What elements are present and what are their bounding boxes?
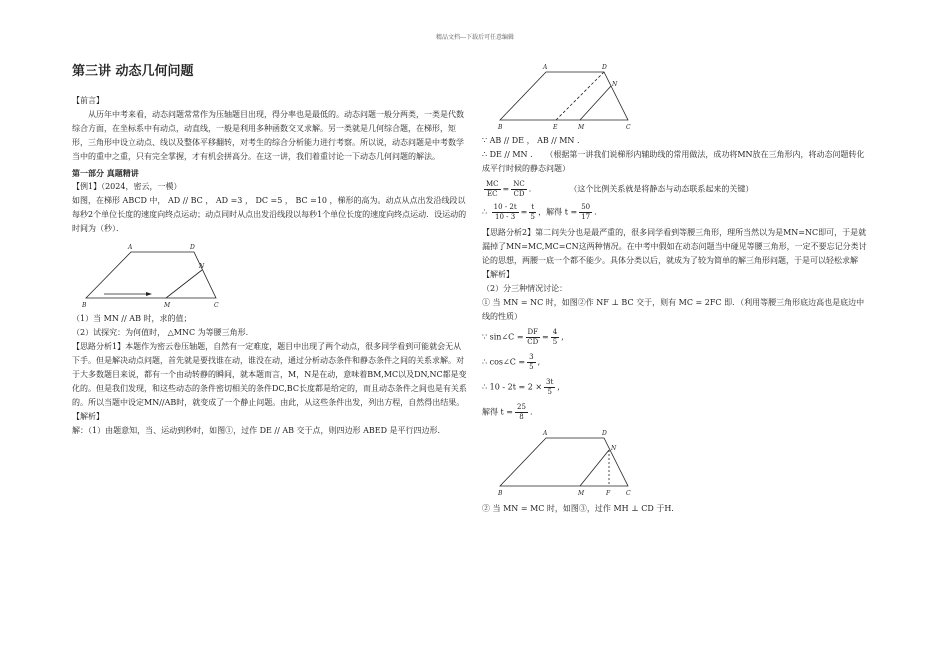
numerator: 4 bbox=[552, 328, 558, 336]
answer-t: 解得 t = $\frac{25}{8}$ . bbox=[482, 403, 533, 421]
numerator: 25 bbox=[517, 403, 526, 411]
fraction-left bbox=[492, 203, 519, 222]
step-de-mn bbox=[482, 148, 872, 176]
preface-tag: 【前言】 bbox=[72, 96, 104, 105]
denominator: 5 bbox=[547, 388, 552, 396]
sin-line: ∵ sin∠C = $\frac{DF}{CD}$ = $\frac{4}{5}$ , bbox=[482, 328, 564, 346]
denominator: CD bbox=[527, 338, 539, 346]
label-n: N bbox=[199, 263, 205, 270]
fraction-nc-cd bbox=[511, 180, 526, 199]
label-d: D bbox=[602, 430, 607, 437]
solution-tag-2: 【解析】 bbox=[482, 270, 514, 279]
solution-1: 解：（1）由题意知，当、运动到秒时，如图①，过作 DE // AB 交于点，则四边形 ABED 是平行四边形. bbox=[72, 426, 441, 435]
label-d: D bbox=[602, 64, 607, 71]
part-heading: 第一部分 真题精讲 bbox=[72, 168, 139, 178]
label-b: B bbox=[82, 302, 87, 309]
lecture-title: 第三讲 动态几何问题 bbox=[72, 64, 194, 79]
proportion-line: $\frac{MC}{EC}$ = $\frac{NC}{CD}$ . （这个比例关系就是将静态与动态联系起来的关键） bbox=[486, 180, 754, 198]
page-header: 精品文档---下载后可任意编辑 bbox=[435, 34, 515, 41]
fraction-25-8 bbox=[515, 403, 528, 422]
label-m: M bbox=[578, 124, 585, 131]
label-d: D bbox=[190, 244, 195, 251]
label-b: B bbox=[498, 490, 503, 497]
question-2: （2）试探究：为何值时， △MNC 为等腰三角形. bbox=[72, 328, 249, 337]
proportion-note: （这个比例关系就是将静态与动态联系起来的关键） bbox=[569, 184, 754, 194]
answer-t-text: 解得 t = bbox=[482, 407, 514, 417]
fraction-3-5 bbox=[527, 353, 535, 372]
question-1: （1）当 MN // AB 时，求的值； bbox=[72, 314, 192, 323]
numerator: t bbox=[531, 203, 535, 211]
label-e: E bbox=[553, 124, 558, 131]
fraction-df-cd bbox=[526, 328, 540, 347]
equation-line: ∴ $\frac{10 - 2t}{10 - 3}$ = $\frac{t}{5}$ ，解得 t = $\frac{50}{17}$ . bbox=[482, 203, 597, 221]
solution-tag: 【解析】 bbox=[72, 412, 104, 421]
step-de-mn-text: ∴ DE // MN . bbox=[482, 150, 533, 159]
label-b: B bbox=[498, 124, 503, 131]
label-n: N bbox=[612, 81, 618, 88]
case-1: ① 当 MN = NC 时，如图②作 NF ⊥ BC 交于，则有 MC = 2FC 即．（利用等腰三角形底边高也是底边中线的性质） bbox=[482, 298, 865, 321]
label-c: C bbox=[626, 490, 631, 497]
equation-2t-text: ∴ 10 - 2t = 2 × bbox=[482, 382, 543, 392]
case-intro: （2）分三种情况讨论： bbox=[482, 284, 568, 293]
cos-line: ∴ cos∠C = $\frac{3}{5}$ , bbox=[482, 353, 541, 371]
left-column bbox=[72, 62, 467, 438]
denominator: 5 bbox=[530, 213, 535, 221]
numerator: NC bbox=[513, 180, 525, 188]
cos-text: ∴ cos∠C = bbox=[482, 357, 526, 367]
equation-2t: ∴ 10 - 2t = 2 × $\frac{3t}{5}$ , bbox=[482, 378, 560, 396]
numerator: 50 bbox=[581, 203, 591, 211]
fraction-3t-5 bbox=[544, 378, 555, 397]
numerator: DF bbox=[527, 328, 539, 336]
numerator: MC bbox=[486, 180, 499, 188]
analysis-2: 【思路分析2】第二问失分也是最严重的，很多同学看到等腰三角形，理所当然以为是MN=NC即可，于是就漏掉了MN=MC,MC=CN这两种情况。在中考中假如在动态问题当中碰见等腰三角形，一定不要忘记分类讨论的思想，两腰一底一个都不能少。具体分类以后，就成为了较为简单的解三角形问题，于是可以轻松求解 bbox=[482, 228, 867, 265]
denominator: 5 bbox=[529, 363, 534, 371]
step-ab-de: ∵ AB // DE ， AB // MN . bbox=[482, 136, 580, 145]
numerator: 3 bbox=[529, 353, 534, 361]
trapezoid-figure-3 bbox=[490, 428, 650, 500]
fraction-answer bbox=[579, 203, 592, 222]
denominator: 10 - 3 bbox=[495, 213, 516, 221]
case-2: ② 当 MN = MC 时，如图③，过作 MH ⊥ CD 于H. bbox=[482, 504, 674, 513]
denominator: 17 bbox=[581, 213, 591, 221]
label-f: F bbox=[606, 490, 611, 497]
fraction-right bbox=[529, 203, 536, 222]
label-n: N bbox=[611, 445, 617, 452]
label-a: A bbox=[543, 430, 548, 437]
right-column bbox=[482, 62, 872, 516]
fraction-mc-ec bbox=[484, 180, 501, 199]
label-a: A bbox=[543, 64, 548, 71]
label-c: C bbox=[626, 124, 631, 131]
fraction-4-5 bbox=[551, 328, 559, 347]
denominator: 5 bbox=[552, 338, 558, 346]
sin-text: ∵ sin∠C = bbox=[482, 332, 524, 342]
label-a: A bbox=[128, 244, 133, 251]
numerator: 10 - 2t bbox=[493, 203, 517, 211]
solve-text: ，解得 t = bbox=[538, 207, 578, 217]
step-de-mn-note: （根据第一讲我们说梯形内辅助线的常用做法，成功将MN放在三角形内，将动态问题转化成平行时候的静态问题） bbox=[482, 150, 865, 173]
label-c: C bbox=[214, 302, 219, 309]
denominator: CD bbox=[513, 190, 525, 198]
problem-text: 如图，在梯形 ABCD 中， AD // BC ， AD =3 ， DC =5 ， BC =10 ，梯形的高为。动点从点出发沿线段以每秒2个单位长度的速度向终点运动；动点同时从点出发沿线段以每秒1个单位长度的速度向终点运动．设运动的时间为（秒）． bbox=[72, 196, 467, 233]
trapezoid-figure-1 bbox=[76, 242, 236, 310]
numerator: 3t bbox=[546, 378, 554, 386]
denominator: 8 bbox=[519, 413, 524, 421]
denominator: EC bbox=[487, 190, 498, 198]
example-tag: 【例1】（2024，密云，一模） bbox=[72, 182, 182, 191]
analysis-1: 【思路分析1】本题作为密云卷压轴题，自然有一定难度，题目中出现了两个动点，很多同学看到可能就会无从下手。但是解决动点问题，首先就是要找谁在动，谁没在动，通过分析动态条件和静态条件之间的关系求解。对于大多数题目来说，都有一个由动转静的瞬间，就本题而言，M，N是在动，意味着BM,MC以及DN,NC都是变化的。但是我们发现，和这些动态的条件密切相关的条件DC,BC长度都是给定的，而且动态条件之间也是有关系的。所以当题中设定MN//AB时，就变成了一个静止问题。由此，从这些条件出发，列出方程，自然得出结果。 bbox=[72, 342, 467, 407]
trapezoid-figure-2 bbox=[490, 62, 650, 132]
label-m: M bbox=[164, 302, 171, 309]
label-m: M bbox=[578, 490, 585, 497]
preface-text: 从历年中考来看，动态问题常常作为压轴题目出现，得分率也是最低的。动态问题一般分两类，一类是代数综合方面，在坐标系中有动点，动直线，一般是利用多种函数交叉求解。另一类就是几何综合题，在梯形，矩形，三角形中设立动点、线以及整体平移翻转，对考生的综合分析能力进行考察。所以说，动态问题是中考数学当中的重中之重，只有完全掌握，才有机会拼高分。在这一讲，我们着重讨论一下动态几何问题的解法。 bbox=[72, 110, 464, 161]
